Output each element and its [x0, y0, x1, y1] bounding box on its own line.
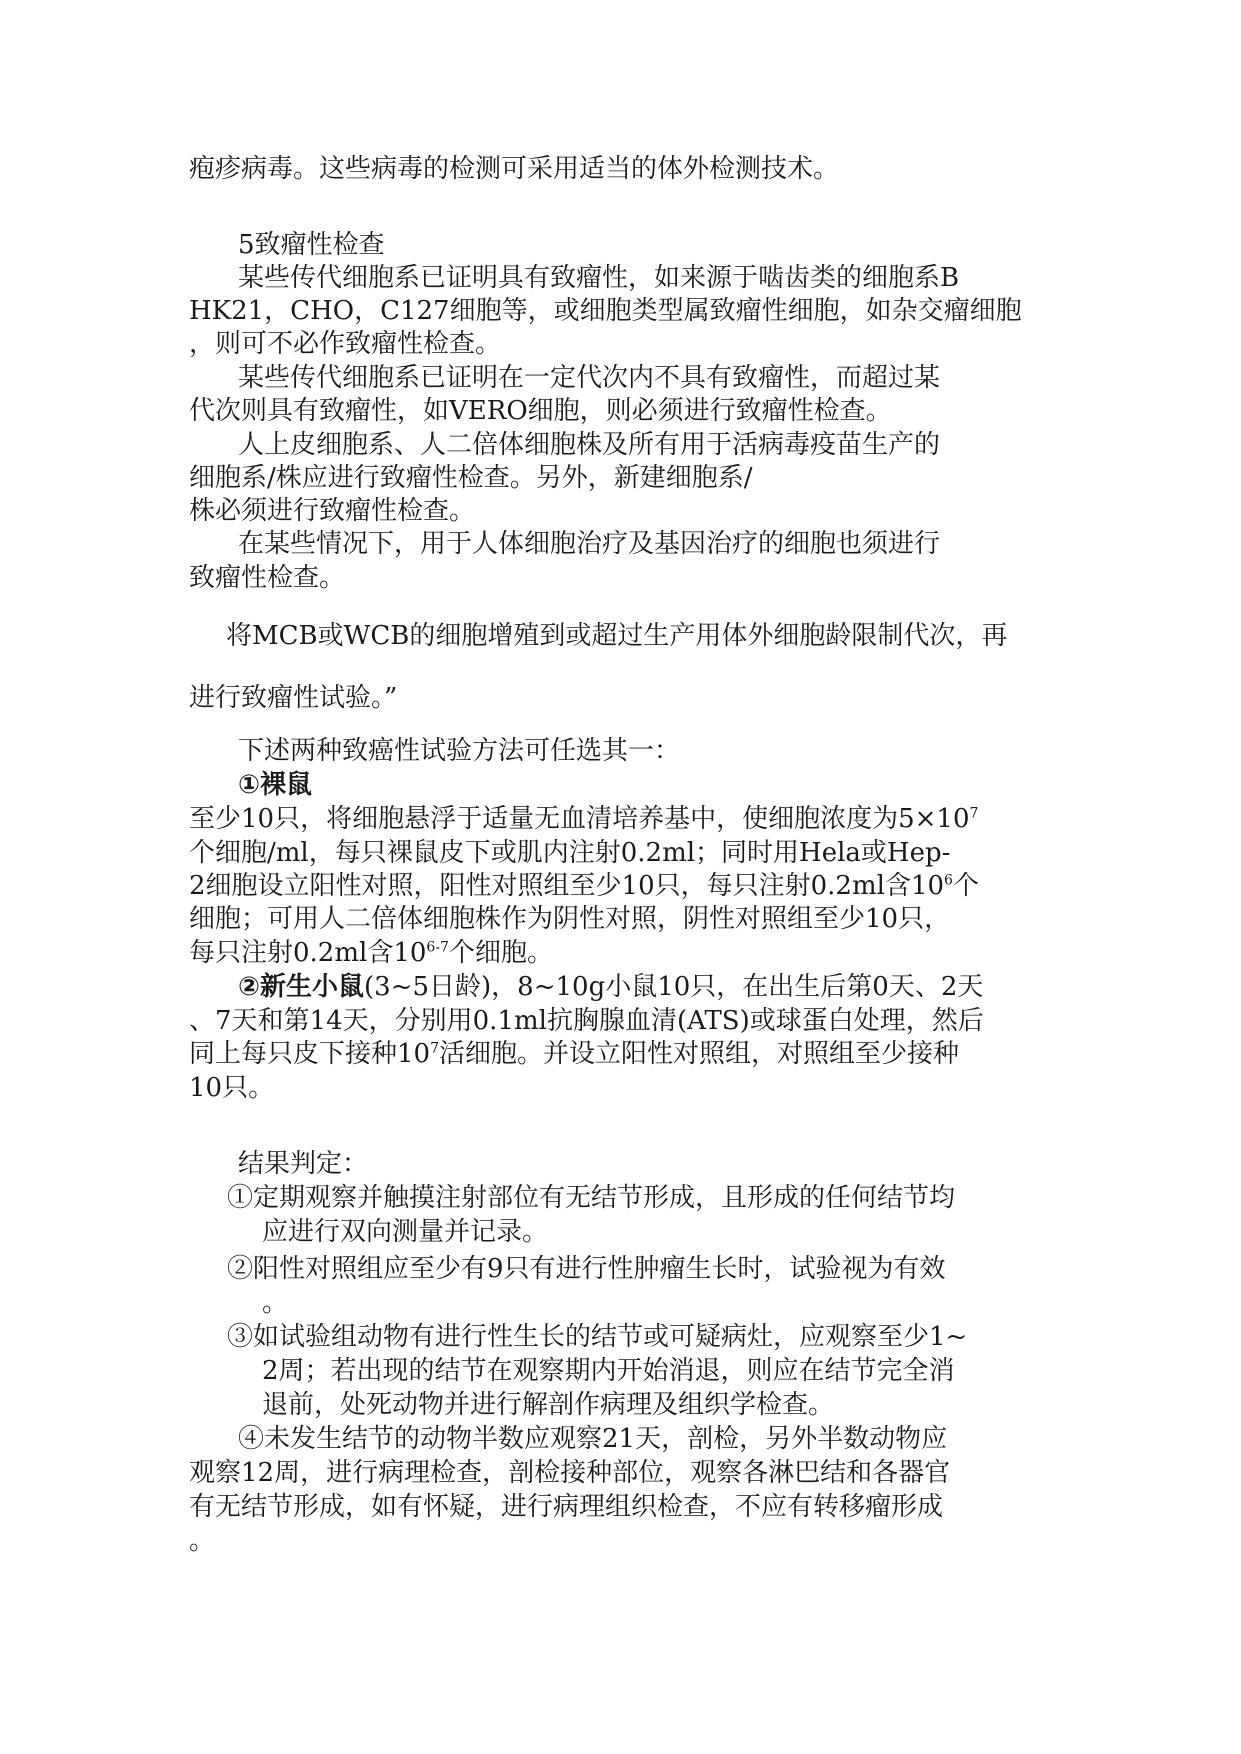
- paragraph-line: 致瘤性检查。: [189, 563, 346, 593]
- paragraph-line: [189, 1037, 1069, 1071]
- paragraph-line: [189, 802, 1069, 836]
- paragraph-line: HK21，CHO，C127细胞等，或细胞类型属致瘤性细胞，如杂交瘤细胞: [189, 296, 1022, 326]
- list-item-continuation: 。: [262, 1288, 289, 1318]
- paragraph-line: 下述两种致癌性试验方法可任选其一：: [238, 736, 681, 766]
- list-item: ③如试验组动物有进行性生长的结节或可疑病灶，应观察至少1~: [227, 1322, 968, 1352]
- list-item: ④未发生结节的动物半数应观察21天，剖检，另外半数动物应: [238, 1424, 948, 1454]
- paragraph-line: 进行致瘤性试验。”: [189, 683, 398, 713]
- list-item: ②阳性对照组应至少有9只有进行性肿瘤生长时，试验视为有效: [227, 1254, 946, 1284]
- paragraph-line: 个细胞/ml，每只裸鼠皮下或肌内注射0.2ml；同时用Hela或Hep-: [189, 838, 951, 868]
- line-text: 至少10只，将细胞悬浮于适量无血清培养基中，使细胞浓度为5×10: [189, 804, 970, 834]
- section-heading: 5致瘤性检查: [238, 230, 385, 260]
- paragraph-line: 代次则具有致瘤性，如VERO细胞，则必须进行致瘤性检查。: [189, 396, 892, 426]
- paragraph-line: 在某些情况下，用于人体细胞治疗及基因治疗的细胞也须进行: [238, 529, 941, 559]
- line-text: 2细胞设立阳性对照，阳性对照组至少10只，每只注射0.2ml含10: [189, 871, 945, 901]
- paragraph-line: 细胞系/株应进行致瘤性检查。另外，新建细胞系/: [189, 463, 753, 493]
- paragraph-line: 某些传代细胞系已证明具有致瘤性，如来源于啮齿类的细胞系B: [238, 263, 960, 293]
- paragraph-line: 株必须进行致瘤性检查。: [189, 496, 476, 526]
- paragraph-line: [189, 869, 1069, 903]
- superscript: 7: [430, 1040, 440, 1057]
- paragraph-line: 、7天和第14天，分别用0.1ml抗胸腺血清(ATS)或球蛋白处理，然后: [189, 1006, 984, 1036]
- superscript: 6-7: [426, 939, 449, 956]
- line-text: (3~5日龄)，8~10g小鼠10只，在出生后第0天、2天: [364, 972, 984, 1002]
- list-item-continuation: 2周；若出现的结节在观察期内开始消退，则应在结节完全消: [262, 1356, 955, 1386]
- paragraph-line: 。: [189, 1526, 216, 1556]
- list-item-continuation: 退前，处死动物并进行解剖作病理及组织学检查。: [262, 1390, 835, 1420]
- superscript: 7: [969, 805, 979, 822]
- line-text: 每只注射0.2ml含10: [189, 938, 427, 968]
- paragraph-line: 10只。: [189, 1073, 275, 1103]
- subheading-newborn-mice: ②新生小鼠: [238, 972, 365, 1002]
- paragraph-line: 人上皮细胞系、人二倍体细胞株及所有用于活病毒疫苗生产的: [238, 430, 941, 460]
- paragraph-line: 观察12周，进行病理检查，剖检接种部位，观察各淋巴结和各器官: [189, 1458, 951, 1488]
- superscript: 6: [944, 872, 953, 889]
- section-heading: 结果判定：: [238, 1149, 369, 1179]
- line-text: 个细胞。: [448, 938, 553, 968]
- paragraph-line: [238, 970, 1118, 1004]
- line-text: 同上每只皮下接种10: [189, 1039, 431, 1069]
- line-text: 个: [952, 871, 979, 901]
- paragraph-line: 某些传代细胞系已证明在一定代次内不具有致瘤性，而超过某: [238, 363, 941, 393]
- paragraph-line: ，则可不必作致瘤性检查。: [189, 329, 502, 359]
- paragraph-line: [189, 936, 1069, 970]
- paragraph-line: 疱疹病毒。这些病毒的检测可采用适当的体外检测技术。: [189, 154, 840, 184]
- line-text: 活细胞。并设立阳性对照组，对照组至少接种: [439, 1039, 960, 1069]
- paragraph-line: 有无结节形成，如有怀疑，进行病理组织检查，不应有转移瘤形成: [189, 1492, 944, 1522]
- paragraph-line: 细胞；可用人二倍体细胞株作为阴性对照，阴性对照组至少10只，: [189, 904, 951, 934]
- paragraph-line: 将MCB或WCB的细胞增殖到或超过生产用体外细胞龄限制代次，再: [226, 621, 1008, 651]
- list-item: ①定期观察并触摸注射部位有无结节形成，且形成的任何结节均: [227, 1183, 956, 1213]
- list-item-continuation: 应进行双向测量并记录。: [262, 1217, 549, 1247]
- subheading-nude-mice: ①裸鼠: [238, 770, 313, 800]
